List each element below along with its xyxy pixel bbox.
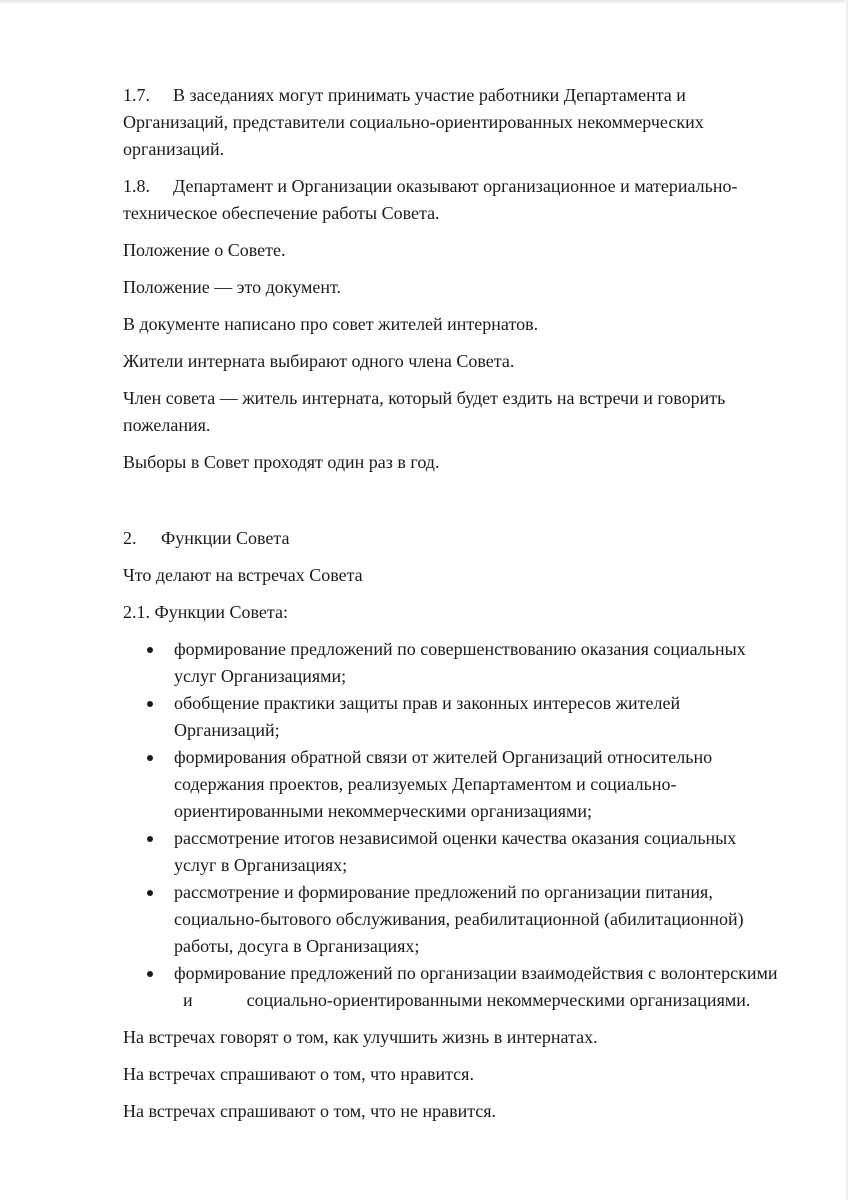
easy-read-line: Выборы в Совет проходят один раз в год. (123, 452, 440, 472)
section-title: Функции Совета (161, 528, 290, 548)
scan-edge-top (0, 0, 848, 4)
easy-read-line: Член совета — житель интерната, который будет ездить на встречи и говорить пожелания. (123, 388, 726, 435)
document-body (123, 82, 783, 1135)
easy-read-line: В документе написано про совет жителей интернатов. (123, 314, 539, 334)
paragraph-1-8 (123, 173, 783, 227)
easy-read-line: На встречах спрашивают о том, что нравится. (123, 1064, 474, 1084)
easy-read-line: На встречах говорят о том, как улучшить жизнь в интернатах. (123, 1027, 598, 1047)
paragraph-text: В заседаниях могут принимать участие работники Департамента и Организаций, представители социально-ориентированных некоммерческих организаций. (123, 85, 704, 159)
easy-read-line: Положение о Совете. (123, 240, 286, 260)
list-item-text: формирование предложений по организации взаимодействия с волонтерскими (174, 963, 778, 983)
list-item (123, 960, 783, 1014)
list-item: рассмотрение и формирование предложений по организации питания, социально-бытового обслуживания, реабилитационной (абилитационной) работы, досуга в Организациях; (123, 879, 783, 960)
list-item: рассмотрение итогов независимой оценки качества оказания социальных услуг в Организациях; (123, 825, 783, 879)
section-2-heading (123, 525, 783, 552)
easy-read-line: Положение — это документ. (123, 277, 342, 297)
functions-list (123, 636, 783, 1014)
list-item: обобщение практики защиты прав и законных интересов жителей Организаций; (123, 690, 783, 744)
paragraph-2-1: 2.1. Функции Совета: (123, 602, 288, 622)
list-item-text-continued: социально-ориентированными некоммерческими организациями. (246, 990, 751, 1010)
section-number: 2. (123, 528, 137, 548)
list-item: формирование предложений по совершенствованию оказания социальных услуг Организациями; (123, 636, 783, 690)
list-item-conjunction: и (183, 990, 193, 1010)
section-2-subtitle: Что делают на встречах Совета (123, 565, 363, 585)
paragraph-1-7 (123, 82, 783, 163)
paragraph-number: 1.8. (123, 176, 150, 196)
list-item: формирования обратной связи от жителей Организаций относительно содержания проектов, реализуемых Департаментом и социально-ориентированными некоммерческими организациями; (123, 744, 783, 825)
easy-read-line: На встречах спрашивают о том, что не нравится. (123, 1101, 497, 1121)
paragraph-text: Департамент и Организации оказывают организационное и материально-техническое обеспечение работы Совета. (123, 176, 738, 223)
easy-read-line: Жители интерната выбирают одного члена Совета. (123, 351, 515, 371)
paragraph-number: 1.7. (123, 85, 150, 105)
